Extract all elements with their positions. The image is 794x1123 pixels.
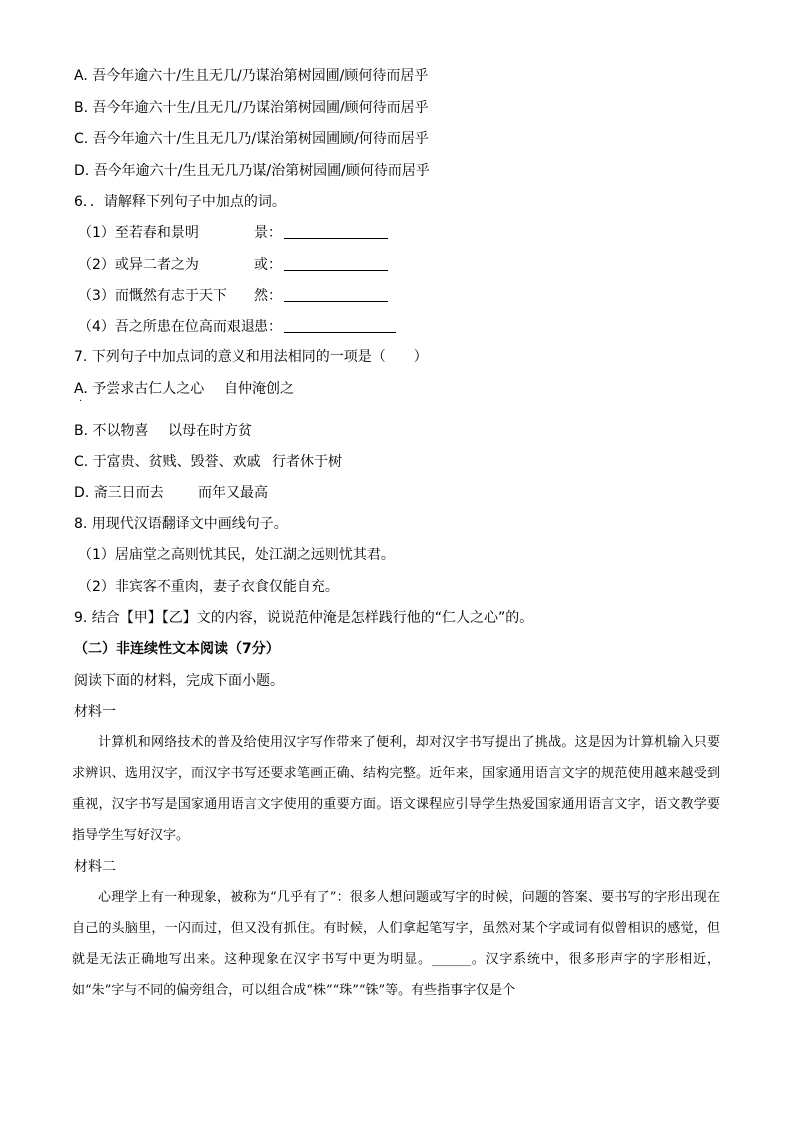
option-letter: D. [74,485,90,501]
material-1-title: 材料一 [74,704,116,720]
option-right: 而年又最高 [198,485,268,501]
material-2-text: 心理学上有一种现象，被称为“几乎有了”：很多人想问题或写字的时候，问题的答案、要书写的字形出现在自己的头脑里，一闪而过，但又没有抓住。有时候，人们拿起笔写字，虽然对某个字或词有似曾相识的感觉，但就是无法正确地写出来。这种现象在汉字书写中更为明显。______。汉字系统中，很多形声字的字形相近，如“朱”字与不同的偏旁组合，可以组合成“株”“珠”“铢”等。有些指事字仅是个 [72,890,720,998]
option-letter: C. [74,454,89,470]
q6-item-2 [78,255,199,275]
q6-answer-1 [254,223,388,243]
q6-answer-3 [254,286,388,306]
option-letter: B. [74,100,89,116]
q8-item-1: （1）居庙堂之高则忧其民，处江湖之远则忧其君。 [78,547,395,563]
option-left: 不以物喜 [92,423,149,439]
q5-option-c[interactable] [74,129,429,149]
q6-answer-2 [254,255,388,275]
option-letter: B. [74,423,89,439]
option-text: 吾今年逾六十/生且无几/乃谋治第树园圃/顾何待而居乎 [92,68,429,84]
material-1-text: 计算机和网络技术的普及给使用汉字写作带来了便利，却对汉字书写提出了挑战。这是因为计算机输入只要求辨识、选用汉字，而汉字书写还要求笔画正确、结构完整。近年来，国家通用语言文字的规范使用越来越受到重视，汉字书写是国家通用语言文字使用的重要方面。语文课程应引导学生热爱国家通用语言文字，语文教学要指导学生写好汉字。 [72,735,720,843]
answer-blank[interactable] [284,318,396,333]
answer-blank[interactable] [284,287,388,302]
option-letter: C. [74,131,89,147]
q7-option-a[interactable] [74,379,294,399]
option-letter: D. [74,163,90,179]
q7-option-d[interactable] [74,483,268,503]
q6-sentence: （4）吾之所患在位高而艰退 [78,319,255,335]
option-text: 吾今年逾六十生/且无几/乃谋治第树园圃/顾何待而居乎 [92,100,429,116]
q9-title: 9. 结合【甲】【乙】文的内容，说说范仲淹是怎样践行他的“仁人之心”的。 [74,610,534,626]
option-letter: A. [74,68,88,84]
q6-item-3 [78,286,227,306]
q6-sentence: （1）至若春和景明 [78,225,199,241]
q5-option-d[interactable] [74,161,430,181]
answer-blank[interactable] [284,256,388,271]
q5-option-a[interactable] [74,66,428,86]
q6-sentence: （3）而慨然有志于天下 [78,288,227,304]
option-text: 吾今年逾六十/生且无几乃/谋治第树园圃顾/何待而居乎 [92,131,429,147]
option-left: 予尝求古仁人之心 [92,381,205,397]
material-2-title: 材料二 [74,859,116,875]
answer-blank[interactable] [284,224,388,239]
option-left: 斋三日而去 [93,485,164,501]
q6-item-1 [78,223,199,243]
option-right: 自仲淹创之 [224,381,294,397]
section-instruction: 阅读下面的材料，完成下面小题。 [74,673,284,689]
option-right: 以母在时方贫 [168,423,252,439]
q6-word: 然： [254,288,282,304]
option-left: 于富贵、贫贱、毁誉、欢戚 [92,454,261,470]
q7-title: 7. 下列句子中加点词的意义和用法相同的一项是（ ） [74,349,428,365]
q7-option-b[interactable] [74,421,252,441]
q8-title: 8. 用现代汉语翻译文中画线句子。 [74,516,288,532]
q5-option-b[interactable] [74,98,429,118]
q8-item-2: （2）非宾客不重肉，妻子衣食仅能自充。 [78,579,339,595]
emphasis-dot: · [79,396,83,407]
q7-option-c[interactable] [74,452,342,472]
option-text: 吾今年逾六十/生且无几乃谋/治第树园圃/顾何待而居乎 [93,163,430,179]
q6-word: 景： [254,225,282,241]
section-heading: （二）非连续性文本阅读（7分） [74,641,280,657]
q6-answer-4 [254,317,396,337]
q6-word: 患： [254,319,282,335]
q6-title: 6．．请解释下列句子中加点的词。 [74,194,286,210]
option-right: 行者休于树 [272,454,342,470]
option-letter: A. [74,381,88,397]
q6-item-4 [78,317,255,337]
q6-word: 或： [254,257,282,273]
q6-sentence: （2）或异二者之为 [78,257,199,273]
